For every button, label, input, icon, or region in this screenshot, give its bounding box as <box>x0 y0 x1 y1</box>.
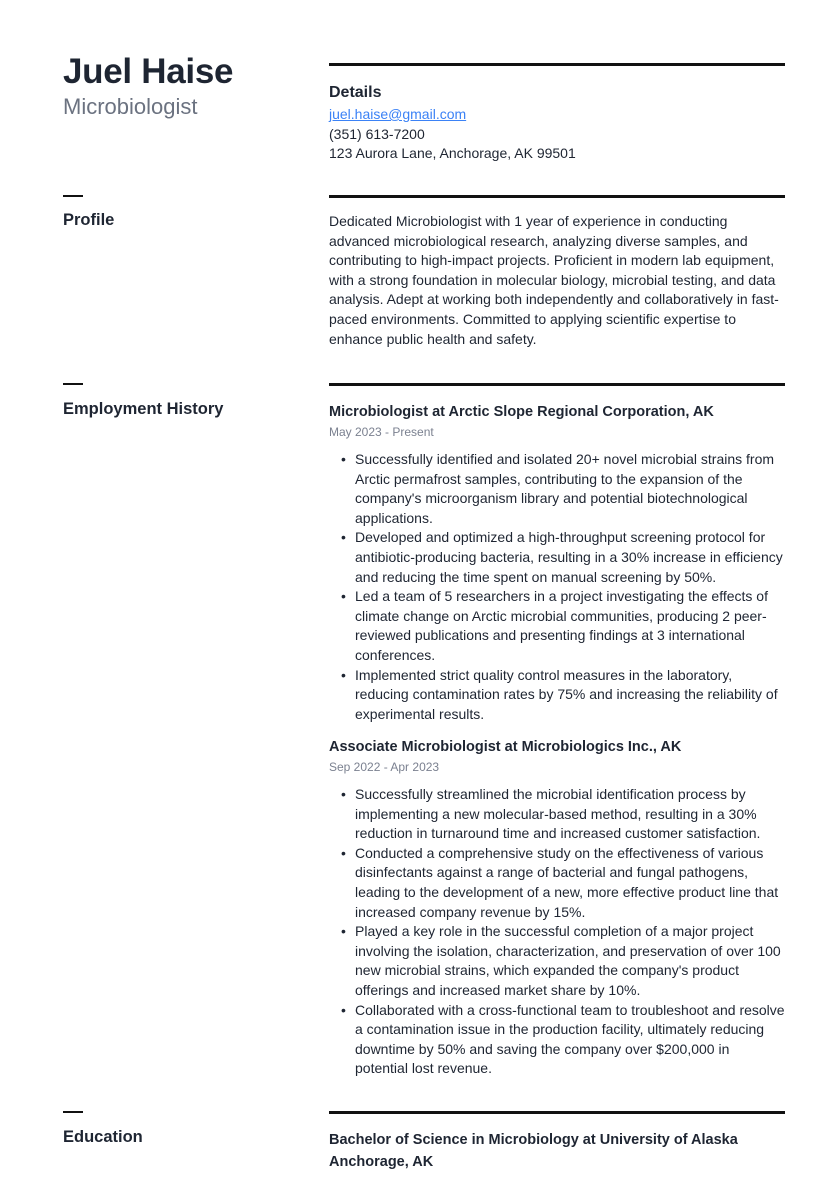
employment-dash <box>63 383 83 385</box>
education-dash <box>63 1111 83 1113</box>
list-item: • Conducted a comprehensive study on the effectiveness of various disinfectants against a range of bacterial and fungal pathogens, leading to the development of a new, more effective product line that increased company revenue by 15%. <box>355 844 785 922</box>
details-heading: Details <box>329 84 382 101</box>
job-dates: Sep 2022 - Apr 2023 <box>329 760 440 774</box>
details-section <box>329 82 785 164</box>
list-item: • Successfully identified and isolated 20+ novel microbial strains from Arctic permafrost samples, contributing to the expansion of the company's microorganism library and potential biotechnological applications. <box>355 450 785 528</box>
list-item: • Played a key role in the successful completion of a major project involving the isolation, characterization, and preservation of over 100 new microbial strains, which expanded the company's product offerings and increased market share by 10%. <box>355 922 785 1000</box>
profile-rule <box>329 195 785 198</box>
candidate-title: Microbiologist <box>63 94 198 119</box>
profile-label: Profile <box>63 211 115 229</box>
job-entry <box>329 737 785 1079</box>
job-heading: Associate Microbiologist at Microbiologics Inc., AK <box>329 739 682 755</box>
education-heading: Bachelor of Science in Microbiology at University of Alaska Anchorage, AK <box>329 1132 738 1170</box>
candidate-name: Juel Haise <box>63 52 234 91</box>
list-item: • Collaborated with a cross-functional team to troubleshoot and resolve a contamination issue in the production facility, ultimately reducing downtime by 50% and saving the company over $200,000 in potential lost revenue. <box>355 1001 785 1079</box>
job-bullets <box>329 785 785 1079</box>
profile-text: Dedicated Microbiologist with 1 year of experience in conducting advanced microbiological research, analyzing diverse samples, and contributing to high-impact projects. Proficient in modern lab equipment, with a strong foundation in molecular biology, microbial testing, and data analysis. Adept at working both independently and collaboratively in fast-paced environments. Committed to applying scientific expertise to enhance public health and safety. <box>329 213 779 347</box>
job-bullets <box>329 450 785 724</box>
employment-label: Employment History <box>63 400 224 418</box>
education-label: Education <box>63 1128 143 1146</box>
job-dates: May 2023 - Present <box>329 425 434 439</box>
employment-rule <box>329 383 785 386</box>
list-item: • Led a team of 5 researchers in a project investigating the effects of climate change on Arctic microbial communities, producing 2 peer-reviewed publications and presenting findings at 3 international conferences. <box>355 587 785 665</box>
details-rule <box>329 63 785 66</box>
email-link[interactable]: juel.haise@gmail.com <box>329 106 467 122</box>
list-item: • Implemented strict quality control measures in the laboratory, reducing contamination rates by 75% and increasing the reliability of experimental results. <box>355 666 785 725</box>
job-heading: Microbiologist at Arctic Slope Regional Corporation, AK <box>329 404 714 420</box>
education-rule <box>329 1111 785 1114</box>
list-item: • Successfully streamlined the microbial identification process by implementing a new molecular-based method, resulting in a 30% reduction in turnaround time and increased customer satisfaction. <box>355 785 785 844</box>
address: 123 Aurora Lane, Anchorage, AK 99501 <box>329 145 576 162</box>
phone-number: (351) 613-7200 <box>329 125 425 142</box>
profile-dash <box>63 195 83 197</box>
job-entry <box>329 402 785 724</box>
profile-section <box>329 212 785 349</box>
education-entry <box>329 1129 785 1173</box>
list-item: • Developed and optimized a high-throughput screening protocol for antibiotic-producing bacteria, resulting in a 30% increase in efficiency and reducing the time spent on manual screening by 50%. <box>355 528 785 587</box>
